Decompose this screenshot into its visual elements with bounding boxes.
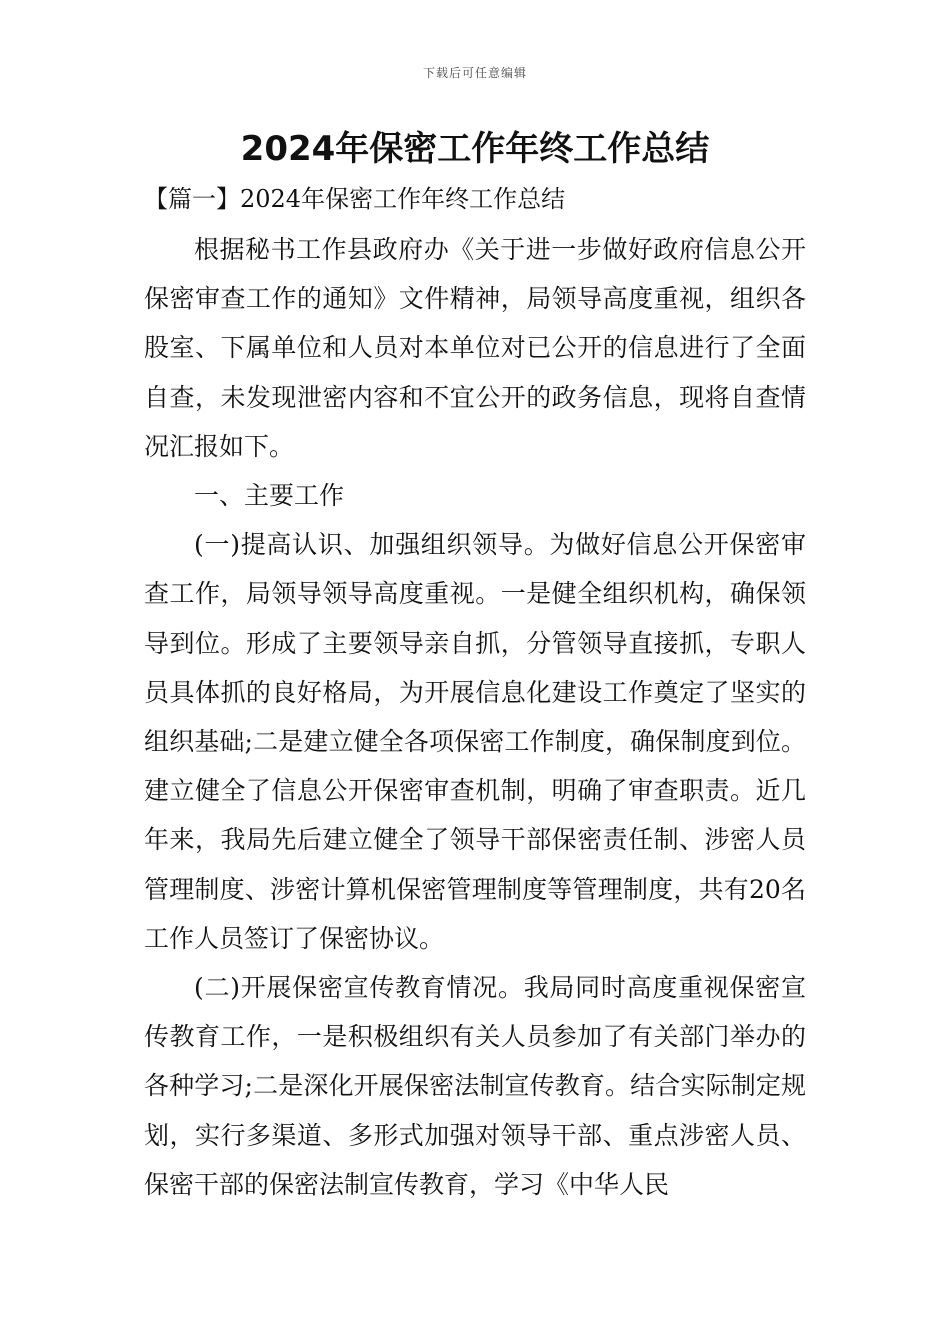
document-title: 2024年保密工作年终工作总结 <box>240 129 710 169</box>
page-header-note: 下载后可任意编辑 <box>422 66 527 80</box>
paragraph-section-1: (一)提高认识、加强组织领导。为做好信息公开保密审查工作，局领导领导高度重视。一是健全组织机构，确保领导到位。形成了主要领导亲自抓，分管领导直接抓，专职人员具体抓的良好格局，为开展信息化建设工作奠定了坚实的组织基础;二是建立健全各项保密工作制度，确保制度到位。建立健全了信息公开保密审查机制，明确了审查职责。近几年来，我局先后建立健全了领导干部保密责任制、涉密人员管理制度、涉密计算机保密管理制度等管理制度，共有20名工作人员签订了保密协议。 <box>144 530 806 953</box>
document-subtitle: 【篇一】2024年保密工作年终工作总结 <box>144 185 566 213</box>
document-body <box>144 225 806 1209</box>
paragraph-intro: 根据秘书工作县政府办《关于进一步做好政府信息公开保密审查工作的通知》文件精神，局领导高度重视，组织各股室、下属单位和人员对本单位对已公开的信息进行了全面自查，未发现泄密内容和不宜公开的政务信息，现将自查情况汇报如下。 <box>144 235 806 461</box>
section-heading-main-work: 一、主要工作 <box>194 481 345 511</box>
paragraph-section-2: (二)开展保密宣传教育情况。我局同时高度重视保密宣传教育工作，一是积极组织有关人员参加了有关部门举办的各种学习;二是深化开展保密法制宣传教育。结合实际制定规划，实行多渠道、多形式加强对领导干部、重点涉密人员、保密干部的保密法制宣传教育，学习《中华人民 <box>144 973 806 1199</box>
